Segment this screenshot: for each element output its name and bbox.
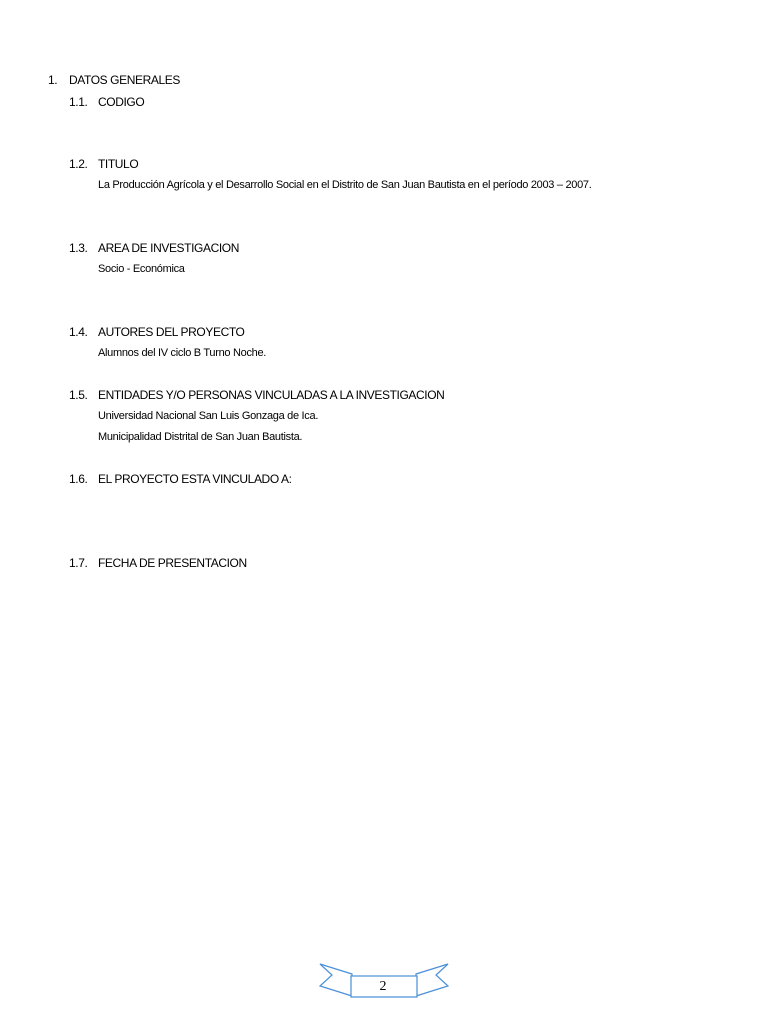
page-number: 2: [379, 979, 387, 994]
area-text: Socio - Económica: [98, 263, 185, 275]
entidades-text-2: Municipalidad Distrital de San Juan Bautista.: [98, 431, 303, 443]
item-number-1-2: 1.2.: [69, 157, 88, 171]
section-title: DATOS GENERALES: [69, 73, 180, 87]
item-title-titulo: TITULO: [98, 157, 139, 171]
item-number-1-7: 1.7.: [69, 556, 88, 570]
ribbon-left-tail: [320, 964, 352, 996]
item-number-1-1: 1.1.: [69, 95, 88, 109]
ribbon-right-tail: [416, 964, 448, 996]
autores-text: Alumnos del IV ciclo B Turno Noche.: [98, 347, 267, 359]
section-number: 1.: [48, 73, 58, 87]
entidades-text-1: Universidad Nacional San Luis Gonzaga de Ica.: [98, 410, 319, 422]
item-title-entidades: ENTIDADES Y/O PERSONAS VINCULADAS A LA INVESTIGACION: [98, 388, 445, 402]
item-title-area: AREA DE INVESTIGACION: [98, 241, 239, 255]
item-title-codigo: CODIGO: [98, 95, 145, 109]
item-title-fecha: FECHA DE PRESENTACION: [98, 556, 247, 570]
item-title-vinculado: EL PROYECTO ESTA VINCULADO A:: [98, 472, 292, 486]
item-number-1-5: 1.5.: [69, 388, 88, 402]
titulo-text: La Producción Agrícola y el Desarrollo Social en el Distrito de San Juan Bautista en el período 2003 – 2007.: [98, 179, 592, 191]
item-number-1-6: 1.6.: [69, 472, 88, 486]
item-number-1-4: 1.4.: [69, 325, 88, 339]
item-title-autores: AUTORES DEL PROYECTO: [98, 325, 245, 339]
item-number-1-3: 1.3.: [69, 241, 88, 255]
